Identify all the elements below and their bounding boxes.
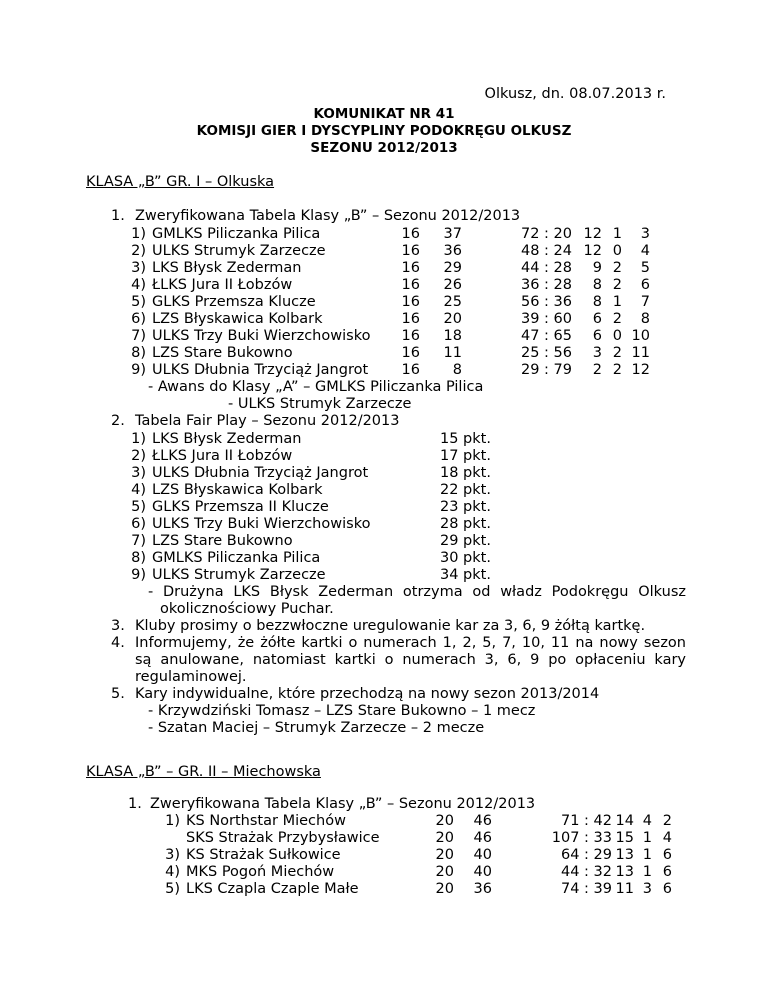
cell-losses: 12 [631,362,650,378]
cell-losses: 7 [640,294,650,310]
cell-goals: 64 : 29 [560,847,612,863]
cell-position: 3) [131,260,146,276]
cell-losses: 6 [662,864,672,880]
cell-wins: 9 [592,260,602,276]
cell-goals: 72 : 20 [520,226,572,242]
cell-fair-play-points: 28 pkt. [440,516,491,532]
cell-points: 36 [443,243,462,259]
cell-position: 4) [131,277,146,293]
cell-matches: 16 [401,277,420,293]
promotion-line-1: - Awans do Klasy „A” – GMLKS Piliczanka Pilica [148,379,484,395]
cell-draws: 2 [612,345,622,361]
cell-position: 1) [165,813,180,829]
cell-losses: 6 [662,847,672,863]
s2-item1-title: Zweryfikowana Tabela Klasy „B” – Sezonu 2012/2013 [150,796,536,812]
cell-fair-play-points: 34 pkt. [440,567,491,583]
cell-matches: 20 [435,864,454,880]
cell-points: 25 [443,294,462,310]
cell-wins: 3 [592,345,602,361]
cell-matches: 20 [435,830,454,846]
cell-draws: 1 [612,294,622,310]
cell-draws: 2 [612,260,622,276]
cell-fair-play-points: 23 pkt. [440,499,491,515]
cell-team-name: GLKS Przemsza II Klucze [152,499,329,515]
cell-losses: 4 [640,243,650,259]
cell-fair-play-points: 22 pkt. [440,482,491,498]
cell-team-name: ULKS Trzy Buki Wierzchowisko [152,328,371,344]
cell-matches: 16 [401,311,420,327]
cell-position: 4) [165,864,180,880]
fair-note-1: - Drużyna LKS Błysk Zederman otrzyma od władz Podokręgu Olkusz [148,584,686,600]
header-line-1: KOMUNIKAT NR 41 [313,106,455,122]
cell-wins: 15 [615,830,634,846]
cell-fair-play-points: 30 pkt. [440,550,491,566]
cell-points: 18 [443,328,462,344]
cell-position: 3) [131,465,146,481]
cell-wins: 12 [583,243,602,259]
cell-team-name: GMLKS Piliczanka Pilica [152,550,321,566]
cell-draws: 1 [612,226,622,242]
cell-wins: 14 [615,813,634,829]
cell-team-name: MKS Pogoń Miechów [186,864,335,880]
cell-team-name: LKS Czapla Czaple Małe [186,881,359,897]
s1-item2-number: 2. [111,413,125,429]
cell-points: 46 [473,830,492,846]
s1-item4-line3: regulaminowej. [135,669,247,685]
cell-goals: 39 : 60 [520,311,572,327]
penalty-line-1: - Krzywdziński Tomasz – LZS Stare Bukowno – 1 mecz [148,703,536,719]
cell-draws: 2 [612,311,622,327]
penalty-line-2: - Szatan Maciej – Strumyk Zarzecze – 2 mecze [148,720,485,736]
cell-position: 2) [131,243,146,259]
cell-points: 46 [473,813,492,829]
cell-draws: 1 [642,847,652,863]
cell-matches: 16 [401,328,420,344]
cell-position: 7) [131,328,146,344]
cell-team-name: SKS Strażak Przybysławice [186,830,380,846]
cell-position: 1) [131,226,146,242]
cell-team-name: KS Strażak Sułkowice [186,847,341,863]
cell-team-name: ŁLKS Jura II Łobzów [152,448,293,464]
cell-points: 40 [473,847,492,863]
cell-losses: 6 [662,881,672,897]
cell-goals: 44 : 28 [520,260,572,276]
cell-wins: 8 [592,294,602,310]
cell-draws: 1 [642,830,652,846]
cell-fair-play-points: 29 pkt. [440,533,491,549]
cell-matches: 16 [401,260,420,276]
cell-losses: 6 [640,277,650,293]
cell-matches: 16 [401,362,420,378]
cell-points: 37 [443,226,462,242]
cell-losses: 2 [662,813,672,829]
cell-goals: 56 : 36 [520,294,572,310]
cell-losses: 10 [631,328,650,344]
cell-team-name: ŁLKS Jura II Łobzów [152,277,293,293]
fair-note-2: okolicznościowy Puchar. [160,601,334,617]
cell-points: 8 [452,362,462,378]
s1-item5-number: 5. [111,686,125,702]
cell-losses: 8 [640,311,650,327]
cell-wins: 8 [592,277,602,293]
cell-points: 36 [473,881,492,897]
cell-team-name: ULKS Trzy Buki Wierzchowisko [152,516,371,532]
cell-team-name: LKS Błysk Zederman [152,431,302,447]
cell-team-name: LZS Stare Bukowno [152,533,293,549]
cell-wins: 6 [592,328,602,344]
cell-position: 8) [131,550,146,566]
header-line-3: SEZONU 2012/2013 [310,140,458,156]
cell-wins: 12 [583,226,602,242]
cell-losses: 5 [640,260,650,276]
cell-position: 2) [131,448,146,464]
cell-team-name: KS Northstar Miechów [186,813,346,829]
cell-losses: 3 [640,226,650,242]
cell-position: 9) [131,362,146,378]
cell-draws: 0 [612,328,622,344]
cell-team-name: LKS Błysk Zederman [152,260,302,276]
s1-item5-title: Kary indywidualne, które przechodzą na nowy sezon 2013/2014 [135,686,600,702]
s1-item4-number: 4. [111,635,125,651]
cell-fair-play-points: 18 pkt. [440,465,491,481]
cell-position: 7) [131,533,146,549]
cell-position: 1) [131,431,146,447]
cell-team-name: ULKS Dłubnia Trzyciąż Jangrot [152,362,369,378]
cell-team-name: ULKS Dłubnia Trzyciąż Jangrot [152,465,369,481]
date-line: Olkusz, dn. 08.07.2013 r. [484,86,666,102]
header-line-2: KOMISJI GIER I DYSCYPLINY PODOKRĘGU OLKUSZ [196,123,572,139]
cell-team-name: LZS Stare Bukowno [152,345,293,361]
cell-points: 29 [443,260,462,276]
cell-team-name: LZS Błyskawica Kolbark [152,311,323,327]
cell-position: 5) [165,881,180,897]
cell-team-name: ULKS Strumyk Zarzecze [152,243,326,259]
s2-item1-number: 1. [128,796,142,812]
cell-losses: 4 [662,830,672,846]
s1-item4-line1: Informujemy, że żółte kartki o numerach 1, 2, 5, 7, 10, 11 na nowy sezon [135,635,686,651]
cell-team-name: GLKS Przemsza Klucze [152,294,316,310]
cell-goals: 48 : 24 [520,243,572,259]
s1-item3-number: 3. [111,618,125,634]
cell-position: 6) [131,311,146,327]
cell-draws: 1 [642,864,652,880]
cell-points: 11 [443,345,462,361]
cell-draws: 0 [612,243,622,259]
cell-goals: 36 : 28 [520,277,572,293]
cell-position: 5) [131,499,146,515]
cell-draws: 3 [642,881,652,897]
cell-fair-play-points: 15 pkt. [440,431,491,447]
cell-position: 3) [165,847,180,863]
cell-matches: 16 [401,243,420,259]
cell-draws: 2 [612,277,622,293]
s1-item2-title: Tabela Fair Play – Sezonu 2012/2013 [135,413,400,429]
s1-item4-line2: są anulowane, natomiast kartki o numerach 3, 6, 9 po opłaceniu kary [135,652,686,668]
cell-losses: 11 [631,345,650,361]
cell-team-name: ULKS Strumyk Zarzecze [152,567,326,583]
cell-points: 20 [443,311,462,327]
cell-position: 6) [131,516,146,532]
promotion-line-2: - ULKS Strumyk Zarzecze [228,396,412,412]
cell-draws: 4 [642,813,652,829]
section2-title: KLASA „B” – GR. II – Miechowska [86,764,321,780]
cell-wins: 2 [592,362,602,378]
cell-position: 5) [131,294,146,310]
cell-matches: 20 [435,847,454,863]
s1-item1-number: 1. [111,208,125,224]
cell-goals: 71 : 42 [560,813,612,829]
cell-matches: 16 [401,345,420,361]
cell-points: 26 [443,277,462,293]
cell-matches: 16 [401,226,420,242]
s1-item1-title: Zweryfikowana Tabela Klasy „B” – Sezonu 2012/2013 [135,208,521,224]
cell-wins: 13 [615,847,634,863]
cell-goals: 29 : 79 [520,362,572,378]
cell-goals: 44 : 32 [560,864,612,880]
cell-matches: 20 [435,881,454,897]
cell-draws: 2 [612,362,622,378]
cell-goals: 74 : 39 [560,881,612,897]
cell-goals: 47 : 65 [520,328,572,344]
cell-fair-play-points: 17 pkt. [440,448,491,464]
cell-matches: 16 [401,294,420,310]
cell-position: 8) [131,345,146,361]
cell-goals: 25 : 56 [520,345,572,361]
section1-title: KLASA „B” GR. I – Olkuska [86,174,275,190]
cell-position: 9) [131,567,146,583]
cell-position: 4) [131,482,146,498]
cell-team-name: GMLKS Piliczanka Pilica [152,226,321,242]
cell-goals: 107 : 33 [551,830,612,846]
cell-team-name: LZS Błyskawica Kolbark [152,482,323,498]
cell-wins: 11 [615,881,634,897]
cell-matches: 20 [435,813,454,829]
cell-points: 40 [473,864,492,880]
cell-wins: 6 [592,311,602,327]
s1-item3-text: Kluby prosimy o bezzwłoczne uregulowanie kar za 3, 6, 9 żółtą kartkę. [135,618,646,634]
cell-wins: 13 [615,864,634,880]
